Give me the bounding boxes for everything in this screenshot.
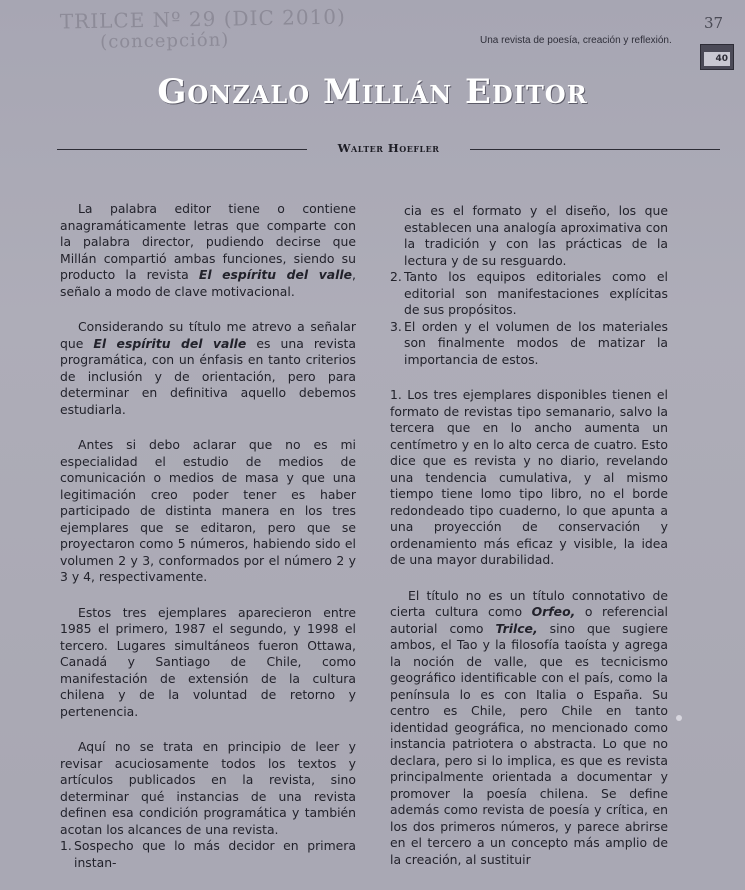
paragraph-2: Considerando su título me atrevo a señalar que El espíritu del valle es una revista programática, con un énfasis en tanto criterios de inclusión y de orientación, pero para determinar en definitiva aquello debemos estudiarla. [60, 319, 356, 417]
paragraph-7: El título no es un título connotativo de cierta cultura como Orfeo, o referencial autorial como Trilce, sino que sugiere ambos, el Tao y la filosofía taoísta y agrega la noción de valle, que es tecnicismo geográfico identificable con el país, como la península lo es con Italia o España. Su centro es Chile, pero Chile en tanto identidad geográfica, no mencionado como instancia patriotera o abstracta. Lo que no declara, pero si lo implica, es que es revista principalmente orientada a documentar y promover la poesía chilena. Se define además como revista de poesía y crítica, en los dos primeros números, y parece abrirse en el tercero a un concepto más amplio de la creación, al sustituir [390, 587, 668, 867]
magazine-logo-icon [700, 44, 734, 70]
handwritten-archive-note [60, 6, 347, 55]
page-number: 37 [704, 14, 724, 32]
article-title: Gonzalo Millán Editor [157, 72, 588, 112]
list-item-1: 1. Sospecho que lo más decidor en primera instan- [60, 838, 356, 870]
magazine-name-orfeo: Orfeo, [531, 604, 576, 619]
magazine-tagline: Una revista de poesía, creación y reflexión. [480, 35, 672, 46]
article-author: Walter Hoefler [337, 141, 440, 155]
numbered-list-start [60, 838, 356, 871]
left-column [60, 201, 356, 890]
handwritten-line-2: (concepción) [100, 29, 230, 53]
magazine-logo-number: 40 [704, 52, 730, 66]
divider-right [470, 149, 720, 150]
list-item-3: 3. El orden y el volumen de los materiales son finalmente modos de matizar la importancia de estos. [390, 318, 668, 367]
list-item-1-continued: cia es el formato y el diseño, los que establecen una analogía aproximativa con la tradición y con las prácticas de la lectura y de su resguardo. [404, 203, 668, 268]
magazine-name: El espíritu del valle [93, 335, 247, 351]
paragraph-4: Estos tres ejemplares aparecieron entre 1985 el primero, 1987 el segundo, y 1998 el tercero. Lugares simultáneos fueron Ottawa, Canadá y Santiago de Chile, como manifestación de extensión de la cultura chilena y de la voluntad de retorno y pertenencia. [60, 604, 356, 719]
list-item-2: 2. Tanto los equipos editoriales como el editorial son manifestaciones explícitas de sus propósitos. [390, 269, 668, 317]
paragraph-5: Aquí no se trata en principio de leer y revisar acuciosamente todos los textos y artículos publicados en la revista, sino determinar qué instancias de una revista definen esa condición programática y también acotan los alcances de una revista. [60, 739, 356, 837]
magazine-name-trilce: Trilce, [495, 620, 538, 636]
divider-left [57, 149, 307, 150]
paragraph-1: La palabra editor tiene o contiene anagramáticamente letras que comparte con la palabra director, pudiendo decirse que Millán compartió ambas funciones, siendo su producto la revista El espíritu del valle, señalo a modo de clave motivacional. [60, 201, 356, 299]
paragraph-6: 1. Los tres ejemplares disponibles tienen el formato de revistas tipo semanario, salvo la tercera que en lo ancho aumenta un centímetro y en lo alto cerca de cuatro. Esto dice que es revista y no diario, revelando una tendencia cumulativa, y al mismo tiempo tiene lomo tipo libro, no el borde redondeado tipo cuaderno, lo que apunta a una proyección de conservación y ordenamiento más eficaz y visible, la idea de una mayor durabilidad. [390, 387, 668, 567]
right-column [390, 203, 668, 868]
numbered-list-continued [390, 203, 668, 368]
scan-speck [676, 715, 682, 721]
paragraph-3: Antes si debo aclarar que no es mi especialidad el estudio de medios de comunicación o medios de masa y que una legitimación creo poder tener es haber participado de distinta manera en los tres ejemplares que se editaron, pero que se proyectaron como 5 números, habiendo sido el volumen 2 y 3, conformados por el número 2 y 3 y 4, respectivamente. [60, 437, 356, 584]
magazine-name: El espíritu del valle [198, 267, 353, 282]
handwritten-line-1: TRILCE Nº 29 (DIC 2010) [59, 4, 347, 34]
